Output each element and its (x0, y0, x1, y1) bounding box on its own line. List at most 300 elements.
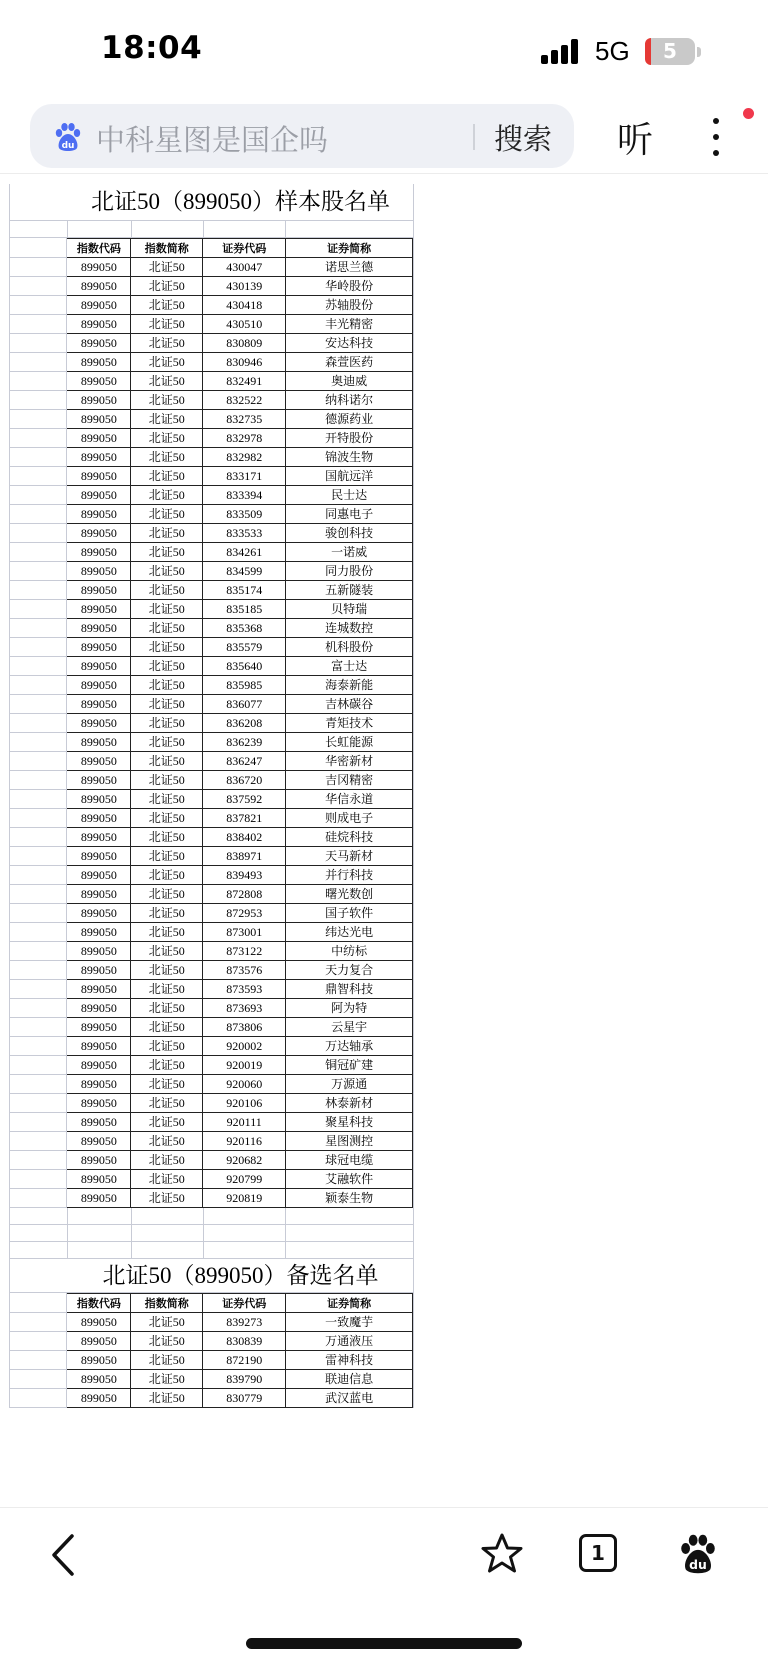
cell-security-name: 硅烷科技 (286, 828, 413, 847)
header-security-code: 证券代码 (203, 1294, 286, 1313)
cell-index-code: 899050 (67, 315, 131, 334)
cell-security-name: 天马新材 (286, 847, 413, 866)
cell-index-name: 北证50 (131, 752, 203, 771)
table-row (10, 638, 413, 657)
cell-security-name: 雷神科技 (286, 1351, 413, 1370)
cell-index-code: 899050 (67, 1094, 131, 1113)
cell-index-name: 北证50 (131, 1075, 203, 1094)
table-row (10, 410, 413, 429)
cell-index-name: 北证50 (131, 942, 203, 961)
table-row (10, 866, 413, 885)
cell-index-name: 北证50 (131, 1389, 203, 1408)
cell-index-name: 北证50 (131, 771, 203, 790)
cell-index-name: 北证50 (131, 923, 203, 942)
main-title-row (10, 184, 413, 221)
star-bookmark-icon[interactable] (480, 1532, 524, 1576)
table-row (10, 1151, 413, 1170)
cell-security-name: 万源通 (286, 1075, 413, 1094)
table-row (10, 353, 413, 372)
cell-index-code: 899050 (67, 828, 131, 847)
cell-index-code: 899050 (67, 277, 131, 296)
cell-security-code: 430047 (203, 258, 286, 277)
cell-security-name: 苏轴股份 (286, 296, 413, 315)
table-row (10, 999, 413, 1018)
cell-security-name: 颖泰生物 (286, 1189, 413, 1208)
cell-security-name: 联迪信息 (286, 1370, 413, 1389)
cell-security-code: 833394 (203, 486, 286, 505)
table-row (10, 1075, 413, 1094)
cell-index-name: 北证50 (131, 1132, 203, 1151)
cell-index-code: 899050 (67, 1056, 131, 1075)
cell-index-name: 北证50 (131, 828, 203, 847)
cell-index-code: 899050 (67, 790, 131, 809)
cell-security-code: 832735 (203, 410, 286, 429)
cell-security-name: 则成电子 (286, 809, 413, 828)
cell-index-code: 899050 (67, 1132, 131, 1151)
table-row (10, 448, 413, 467)
cell-index-name: 北证50 (131, 1113, 203, 1132)
cell-security-code: 830809 (203, 334, 286, 353)
cell-security-code: 839493 (203, 866, 286, 885)
cell-index-code: 899050 (67, 600, 131, 619)
search-divider (473, 124, 475, 150)
cell-security-code: 873122 (203, 942, 286, 961)
cell-security-name: 锦波生物 (286, 448, 413, 467)
main-list-section (9, 184, 414, 1408)
cell-index-code: 899050 (67, 486, 131, 505)
cell-index-name: 北证50 (131, 866, 203, 885)
cell-security-name: 万达轴承 (286, 1037, 413, 1056)
cell-security-code: 835368 (203, 619, 286, 638)
cell-security-name: 华岭股份 (286, 277, 413, 296)
battery-icon (645, 38, 695, 65)
cell-security-code: 873693 (203, 999, 286, 1018)
table-row (10, 1132, 413, 1151)
cell-index-name: 北证50 (131, 714, 203, 733)
cell-index-code: 899050 (67, 1018, 131, 1037)
table-row (10, 1351, 413, 1370)
cell-security-code: 838402 (203, 828, 286, 847)
cell-security-name: 五新隧装 (286, 581, 413, 600)
cell-index-code: 899050 (67, 980, 131, 999)
cell-security-code: 838971 (203, 847, 286, 866)
cell-index-name: 北证50 (131, 999, 203, 1018)
cell-security-code: 830779 (203, 1389, 286, 1408)
cell-index-name: 北证50 (131, 581, 203, 600)
cell-index-name: 北证50 (131, 562, 203, 581)
cell-index-name: 北证50 (131, 524, 203, 543)
back-arrow-icon[interactable] (48, 1532, 78, 1578)
cell-security-code: 832982 (203, 448, 286, 467)
cell-index-code: 899050 (67, 923, 131, 942)
table-row (10, 733, 413, 752)
header-security-name: 证券简称 (286, 1294, 413, 1313)
cell-security-name: 开特股份 (286, 429, 413, 448)
cell-security-code: 834599 (203, 562, 286, 581)
svg-text:du: du (61, 141, 75, 151)
table-row (10, 505, 413, 524)
cell-index-code: 899050 (67, 638, 131, 657)
cell-index-name: 北证50 (131, 809, 203, 828)
cell-index-code: 899050 (67, 296, 131, 315)
cell-security-name: 纬达光电 (286, 923, 413, 942)
cell-security-name: 阿为特 (286, 999, 413, 1018)
cell-security-code: 836077 (203, 695, 286, 714)
cell-index-name: 北证50 (131, 1018, 203, 1037)
listen-button[interactable]: 听 (617, 120, 654, 161)
cell-security-name: 民士达 (286, 486, 413, 505)
cell-security-code: 837821 (203, 809, 286, 828)
cell-index-code: 899050 (67, 657, 131, 676)
cell-index-code: 899050 (67, 410, 131, 429)
cell-security-name: 国航远洋 (286, 467, 413, 486)
cell-index-code: 899050 (67, 1037, 131, 1056)
table-row (10, 600, 413, 619)
header-security-code: 证券代码 (203, 239, 286, 258)
table-row (10, 885, 413, 904)
cell-index-name: 北证50 (131, 1094, 203, 1113)
cell-security-code: 920106 (203, 1094, 286, 1113)
cell-security-code: 920819 (203, 1189, 286, 1208)
cell-index-name: 北证50 (131, 638, 203, 657)
cell-index-code: 899050 (67, 334, 131, 353)
cell-security-code: 873593 (203, 980, 286, 999)
cell-index-name: 北证50 (131, 353, 203, 372)
cell-index-code: 899050 (67, 809, 131, 828)
alt-list-title: 北证50（899050）备选名单 (102, 1263, 379, 1288)
cell-index-code: 899050 (67, 885, 131, 904)
cell-security-code: 873806 (203, 1018, 286, 1037)
cell-index-name: 北证50 (131, 391, 203, 410)
cell-index-code: 899050 (67, 676, 131, 695)
cell-security-code: 920116 (203, 1132, 286, 1151)
cell-security-name: 铜冠矿建 (286, 1056, 413, 1075)
cell-index-name: 北证50 (131, 847, 203, 866)
table-row (10, 847, 413, 866)
table-row (10, 1170, 413, 1189)
table-row (10, 581, 413, 600)
cell-index-name: 北证50 (131, 448, 203, 467)
cell-security-name: 丰光精密 (286, 315, 413, 334)
cell-security-name: 曙光数创 (286, 885, 413, 904)
cell-security-code: 839790 (203, 1370, 286, 1389)
cell-security-code: 920002 (203, 1037, 286, 1056)
cell-security-name: 国子软件 (286, 904, 413, 923)
cell-index-name: 北证50 (131, 904, 203, 923)
cell-index-name: 北证50 (131, 600, 203, 619)
cell-index-name: 北证50 (131, 1170, 203, 1189)
cell-security-name: 并行科技 (286, 866, 413, 885)
cell-security-code: 872808 (203, 885, 286, 904)
cell-index-name: 北证50 (131, 277, 203, 296)
cell-security-code: 836720 (203, 771, 286, 790)
divider (0, 173, 768, 174)
search-bar[interactable] (30, 104, 574, 168)
cell-security-name: 一诺威 (286, 543, 413, 562)
table-row (10, 619, 413, 638)
cell-security-code: 836239 (203, 733, 286, 752)
table-row (10, 714, 413, 733)
table-row (10, 828, 413, 847)
cell-security-code: 835579 (203, 638, 286, 657)
cell-index-name: 北证50 (131, 372, 203, 391)
cell-security-code: 835985 (203, 676, 286, 695)
cell-security-code: 836247 (203, 752, 286, 771)
alt-title-row (10, 1259, 413, 1293)
cell-index-code: 899050 (67, 429, 131, 448)
cell-security-code: 430510 (203, 315, 286, 334)
cell-index-code: 899050 (67, 467, 131, 486)
cell-security-code: 837592 (203, 790, 286, 809)
cell-security-name: 安达科技 (286, 334, 413, 353)
cell-index-code: 899050 (67, 543, 131, 562)
table-row (10, 543, 413, 562)
table-row (10, 467, 413, 486)
search-button[interactable]: 搜索 (494, 122, 553, 156)
cell-security-name: 长虹能源 (286, 733, 413, 752)
cell-security-code: 920799 (203, 1170, 286, 1189)
cell-index-name: 北证50 (131, 1313, 203, 1332)
cell-index-name: 北证50 (131, 1037, 203, 1056)
header-index-name: 指数简称 (131, 1294, 203, 1313)
cell-security-code: 835185 (203, 600, 286, 619)
cell-security-code: 835640 (203, 657, 286, 676)
table-header-row (10, 1294, 413, 1313)
table-row (10, 790, 413, 809)
cell-index-name: 北证50 (131, 1056, 203, 1075)
cell-index-code: 899050 (67, 1151, 131, 1170)
cell-index-name: 北证50 (131, 619, 203, 638)
cell-index-name: 北证50 (131, 733, 203, 752)
table-row (10, 258, 413, 277)
cell-index-code: 899050 (67, 448, 131, 467)
cell-security-name: 贝特瑞 (286, 600, 413, 619)
cell-index-code: 899050 (67, 847, 131, 866)
cell-index-name: 北证50 (131, 657, 203, 676)
table-row (10, 296, 413, 315)
cell-index-code: 899050 (67, 1189, 131, 1208)
cell-index-code: 899050 (67, 562, 131, 581)
cell-security-name: 万通液压 (286, 1332, 413, 1351)
cell-security-name: 星图测控 (286, 1132, 413, 1151)
table-row (10, 524, 413, 543)
cell-index-name: 北证50 (131, 467, 203, 486)
main-list-title: 北证50（899050）样本股名单 (91, 189, 390, 214)
cell-security-name: 武汉蓝电 (286, 1389, 413, 1408)
table-row (10, 1037, 413, 1056)
cell-security-name: 机科股份 (286, 638, 413, 657)
cell-security-code: 834261 (203, 543, 286, 562)
cell-index-code: 899050 (67, 258, 131, 277)
header-index-code: 指数代码 (67, 1294, 131, 1313)
table-row (10, 562, 413, 581)
cell-security-name: 林泰新材 (286, 1094, 413, 1113)
cell-security-name: 天力复合 (286, 961, 413, 980)
cell-security-name: 连城数控 (286, 619, 413, 638)
cell-index-name: 北证50 (131, 315, 203, 334)
cell-index-code: 899050 (67, 714, 131, 733)
tabs-button[interactable]: 1 (579, 1534, 617, 1572)
table-row (10, 961, 413, 980)
cell-security-name: 奥迪威 (286, 372, 413, 391)
cell-index-code: 899050 (67, 999, 131, 1018)
cell-security-name: 德源药业 (286, 410, 413, 429)
cell-index-code: 899050 (67, 581, 131, 600)
table-row (10, 1370, 413, 1389)
table-row (10, 1056, 413, 1075)
table-row (10, 657, 413, 676)
cell-security-name: 艾融软件 (286, 1170, 413, 1189)
search-input[interactable]: 中科星图是国企吗 (96, 123, 329, 157)
cell-security-name: 纳科诺尔 (286, 391, 413, 410)
cell-security-code: 873576 (203, 961, 286, 980)
cell-security-name: 同力股份 (286, 562, 413, 581)
cell-security-name: 聚星科技 (286, 1113, 413, 1132)
cell-security-code: 830839 (203, 1332, 286, 1351)
table-row (10, 1094, 413, 1113)
status-time: 18:04 (101, 30, 203, 66)
cell-security-code: 872953 (203, 904, 286, 923)
cell-index-code: 899050 (67, 866, 131, 885)
more-menu-icon[interactable] (700, 114, 730, 164)
table-row (10, 1332, 413, 1351)
cell-security-name: 中纺标 (286, 942, 413, 961)
home-indicator[interactable] (246, 1638, 522, 1649)
cell-index-code: 899050 (67, 1313, 131, 1332)
table-row (10, 904, 413, 923)
cell-security-code: 839273 (203, 1313, 286, 1332)
cell-index-code: 899050 (67, 1075, 131, 1094)
cell-index-code: 899050 (67, 942, 131, 961)
cell-security-code: 836208 (203, 714, 286, 733)
cell-security-name: 云星宇 (286, 1018, 413, 1037)
cell-security-code: 832978 (203, 429, 286, 448)
cell-security-code: 833533 (203, 524, 286, 543)
cell-index-name: 北证50 (131, 1189, 203, 1208)
table-row (10, 391, 413, 410)
table-row (10, 695, 413, 714)
table-row (10, 1389, 413, 1408)
table-row (10, 676, 413, 695)
cell-index-name: 北证50 (131, 676, 203, 695)
cell-index-code: 899050 (67, 524, 131, 543)
cell-index-code: 899050 (67, 372, 131, 391)
cell-security-name: 鼎智科技 (286, 980, 413, 999)
cell-security-code: 830946 (203, 353, 286, 372)
cell-index-code: 899050 (67, 1170, 131, 1189)
cell-index-code: 899050 (67, 733, 131, 752)
table-row (10, 315, 413, 334)
cell-security-name: 富士达 (286, 657, 413, 676)
cell-index-name: 北证50 (131, 486, 203, 505)
table-row (10, 486, 413, 505)
table-row (10, 1189, 413, 1208)
cell-index-code: 899050 (67, 1332, 131, 1351)
cell-index-code: 899050 (67, 771, 131, 790)
table-row (10, 771, 413, 790)
cell-index-name: 北证50 (131, 410, 203, 429)
table-row (10, 372, 413, 391)
table-header-row (10, 239, 413, 258)
header-index-code: 指数代码 (67, 239, 131, 258)
cell-security-code: 832522 (203, 391, 286, 410)
cell-index-name: 北证50 (131, 885, 203, 904)
cell-index-code: 899050 (67, 391, 131, 410)
baidu-paw-icon[interactable] (676, 1532, 720, 1576)
table-row (10, 923, 413, 942)
baidu-paw-icon (52, 121, 84, 153)
notification-dot (743, 108, 754, 119)
cell-security-name: 吉冈精密 (286, 771, 413, 790)
cell-security-code: 833509 (203, 505, 286, 524)
cell-security-code: 920060 (203, 1075, 286, 1094)
table-row (10, 1313, 413, 1332)
cell-security-name: 青矩技术 (286, 714, 413, 733)
cell-index-name: 北证50 (131, 1351, 203, 1370)
cell-index-name: 北证50 (131, 790, 203, 809)
cell-index-name: 北证50 (131, 1151, 203, 1170)
cell-index-code: 899050 (67, 1370, 131, 1389)
table-row (10, 1018, 413, 1037)
table-row (10, 980, 413, 999)
status-bar (0, 0, 768, 100)
table-row (10, 429, 413, 448)
cell-security-code: 835174 (203, 581, 286, 600)
cell-index-code: 899050 (67, 505, 131, 524)
cell-security-name: 华信永道 (286, 790, 413, 809)
header-security-name: 证券简称 (286, 239, 413, 258)
cell-security-name: 骏创科技 (286, 524, 413, 543)
cell-security-name: 一致魔芋 (286, 1313, 413, 1332)
table-row (10, 277, 413, 296)
cell-index-name: 北证50 (131, 961, 203, 980)
cell-security-code: 920111 (203, 1113, 286, 1132)
cell-security-code: 920019 (203, 1056, 286, 1075)
battery-level: 5 (663, 39, 677, 63)
table-row (10, 1113, 413, 1132)
svg-text:du: du (689, 1558, 707, 1573)
cell-security-code: 920682 (203, 1151, 286, 1170)
cell-index-code: 899050 (67, 752, 131, 771)
cell-index-name: 北证50 (131, 258, 203, 277)
cell-security-code: 872190 (203, 1351, 286, 1370)
cell-security-code: 430418 (203, 296, 286, 315)
cell-security-name: 吉林碳谷 (286, 695, 413, 714)
cell-index-name: 北证50 (131, 429, 203, 448)
cell-index-code: 899050 (67, 619, 131, 638)
network-label: 5G (595, 36, 630, 66)
cell-security-name: 同惠电子 (286, 505, 413, 524)
cell-index-code: 899050 (67, 353, 131, 372)
cell-security-name: 华密新材 (286, 752, 413, 771)
cell-security-code: 873001 (203, 923, 286, 942)
cell-index-code: 899050 (67, 1113, 131, 1132)
cell-index-code: 899050 (67, 1351, 131, 1370)
cell-index-code: 899050 (67, 1389, 131, 1408)
cell-index-name: 北证50 (131, 543, 203, 562)
cell-index-name: 北证50 (131, 296, 203, 315)
table-row (10, 334, 413, 353)
cell-security-code: 833171 (203, 467, 286, 486)
cell-index-code: 899050 (67, 695, 131, 714)
table-row (10, 752, 413, 771)
alt-stock-table (10, 1293, 413, 1408)
table-row (10, 942, 413, 961)
table-row (10, 809, 413, 828)
header-index-name: 指数简称 (131, 239, 203, 258)
main-stock-table (10, 238, 413, 1208)
cell-index-name: 北证50 (131, 334, 203, 353)
